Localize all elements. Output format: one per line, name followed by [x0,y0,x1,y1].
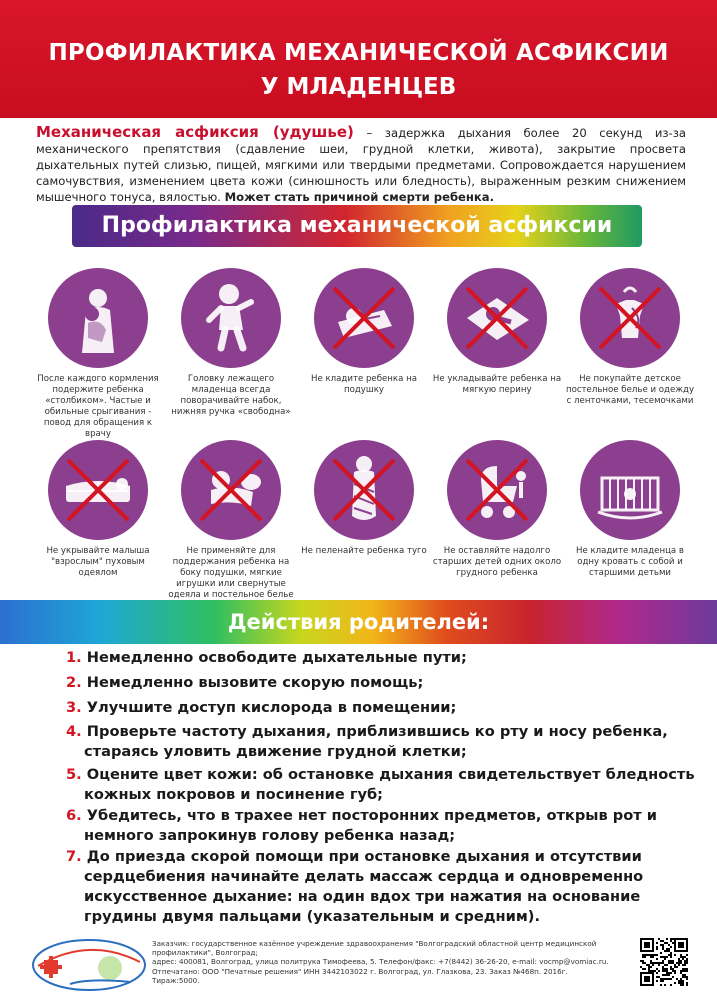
action-text-cont: искусственное дыхание: на один вдох три нажатия на основание [84,888,641,905]
action-text: Проверьте частоту дыхания, приблизившись ко рту и носу ребенка, [81,723,668,740]
footer-line: адрес: 400081, Волгоград, улица политрука Тимофеева, 5. Телефон/факс: +7(8442) 36-26-20, e-mail: vocmp@vomiac.ru. [152,957,609,967]
qr-code-icon [640,938,688,986]
intro-term: Механическая асфиксия (удушье) [36,123,354,141]
action-item [66,722,668,762]
action-number: 5. [66,766,82,783]
no-tight-swaddle-icon [314,440,414,540]
prevention-tip-caption: Не кладите ребенка на подушку [310,374,417,395]
footer-line: Заказчик: государственное казённое учреждение здравоохранения "Волгоградский областной центр медицинской профилактики", Волгоград; [152,939,597,958]
prevention-tip [33,268,163,440]
burping-baby-icon [48,268,148,368]
action-number: 6. [66,807,82,824]
prevention-tip-caption: Не оставляйте надолго старших детей одних около грудного ребенка [432,546,562,578]
crib-icon [580,440,680,540]
prevention-tip [565,268,695,407]
prevention-heading: Профилактика механической асфиксии [72,205,642,247]
prevention-tip-caption: Не применяйте для поддержания ребенка на боку подушки, мягкие игрушки или свернутые одеяла и постельное белье [168,546,294,600]
footer-imprint [152,939,622,985]
action-item [66,847,643,927]
action-item [66,806,657,846]
action-text-cont: кожных покровов и посинение губ; [84,786,384,803]
action-item [66,698,456,718]
action-text: Немедленно освободите дыхательные пути; [81,649,467,666]
action-text-cont: немного запрокинув голову ребенка назад; [84,827,456,844]
no-stroller-alone-icon [447,440,547,540]
intro-paragraph [36,124,686,205]
organization-logo [30,936,148,992]
action-text: До приезда скорой помощи при остановке дыхания и отсутствии [81,848,642,865]
no-side-pillow-icon [181,440,281,540]
no-heavy-blanket-icon [48,440,148,540]
action-item [66,765,695,805]
action-text-cont: сердцебиения начинайте делать массаж сердца и одновременно [84,868,644,885]
prevention-tip [299,268,429,396]
action-item [66,648,467,668]
no-pillow-icon [314,268,414,368]
intro-warning: Может стать причиной смерти ребенка. [224,190,495,204]
no-ribbon-clothes-icon [580,268,680,368]
action-text-cont: грудины двумя пальцами (указательным и средним). [84,908,540,925]
action-text-cont: стараясь уловить движение грудной клетки; [84,743,467,760]
prevention-tip-caption: Не кладите младенца в одну кровать с собой и старшими детьми [576,546,684,578]
prevention-tip-caption: Не пеленайте ребенка туго [301,546,427,556]
prevention-tip [432,440,562,579]
prevention-tip-caption: Не укрывайте малыша "взрослым" пуховым одеялом [46,546,150,578]
page-header [0,0,717,118]
prevention-tip-caption: Не покупайте детское постельное белье и одежду с ленточками, тесемочками [565,374,695,406]
action-text: Улучшите доступ кислорода в помещении; [81,699,457,716]
actions-heading: Действия родителей: [0,600,717,644]
action-text: Убедитесь, что в трахее нет посторонних предметов, открыв рот и [81,807,658,824]
page-title-line1: ПРОФИЛАКТИКА МЕХАНИЧЕСКОЙ АСФИКСИИ [48,40,669,66]
prevention-tip [33,440,163,579]
prevention-tip-caption: Головку лежащего младенца всегда поворачивайте набок, нижняя ручка «свободна» [171,374,291,417]
action-number: 1. [66,649,82,666]
footer-line: Отпечатано: ООО "Печатные решения" ИНН 3442103022 г. Волгоград, ул. Глазкова, 23. Заказ №468п. 2016г. [152,966,568,976]
action-number: 7. [66,848,82,865]
action-item [66,673,423,693]
prevention-tip-caption: После каждого кормления подержите ребенка «столбиком». Частые и обильные срыгивания - повод для обращения к врачу [37,374,159,439]
footer-line: Тираж:5000. [152,975,200,985]
page-title-line2: У МЛАДЕНЦЕВ [260,74,457,100]
prevention-tip [166,268,296,418]
prevention-tip-caption: Не укладывайте ребенка на мягкую перину [432,374,562,395]
prevention-tip [166,440,296,601]
prevention-tip [565,440,695,579]
no-soft-bed-icon [447,268,547,368]
action-number: 4. [66,723,82,740]
intro-body: – задержка дыхания более 20 секунд из-за механического препятствия (сдавление шеи, грудной клетки, живота), закрытие просвета дыхательных путей слизью, пищей, мягкими или твердыми предметами. Сопровождается нарушением самочувствия, изменением цвета кожи (синюшность или бледность), выраженным резким снижением мышечного тонуса, вялостью. [36,126,686,204]
action-text: Оцените цвет кожи: об остановке дыхания свидетельствует бледность [81,766,695,783]
prevention-tip [432,268,562,396]
prevention-tip [299,440,429,557]
action-number: 2. [66,674,82,691]
action-text: Немедленно вызовите скорую помощь; [81,674,424,691]
action-number: 3. [66,699,82,716]
baby-head-turned-icon [181,268,281,368]
